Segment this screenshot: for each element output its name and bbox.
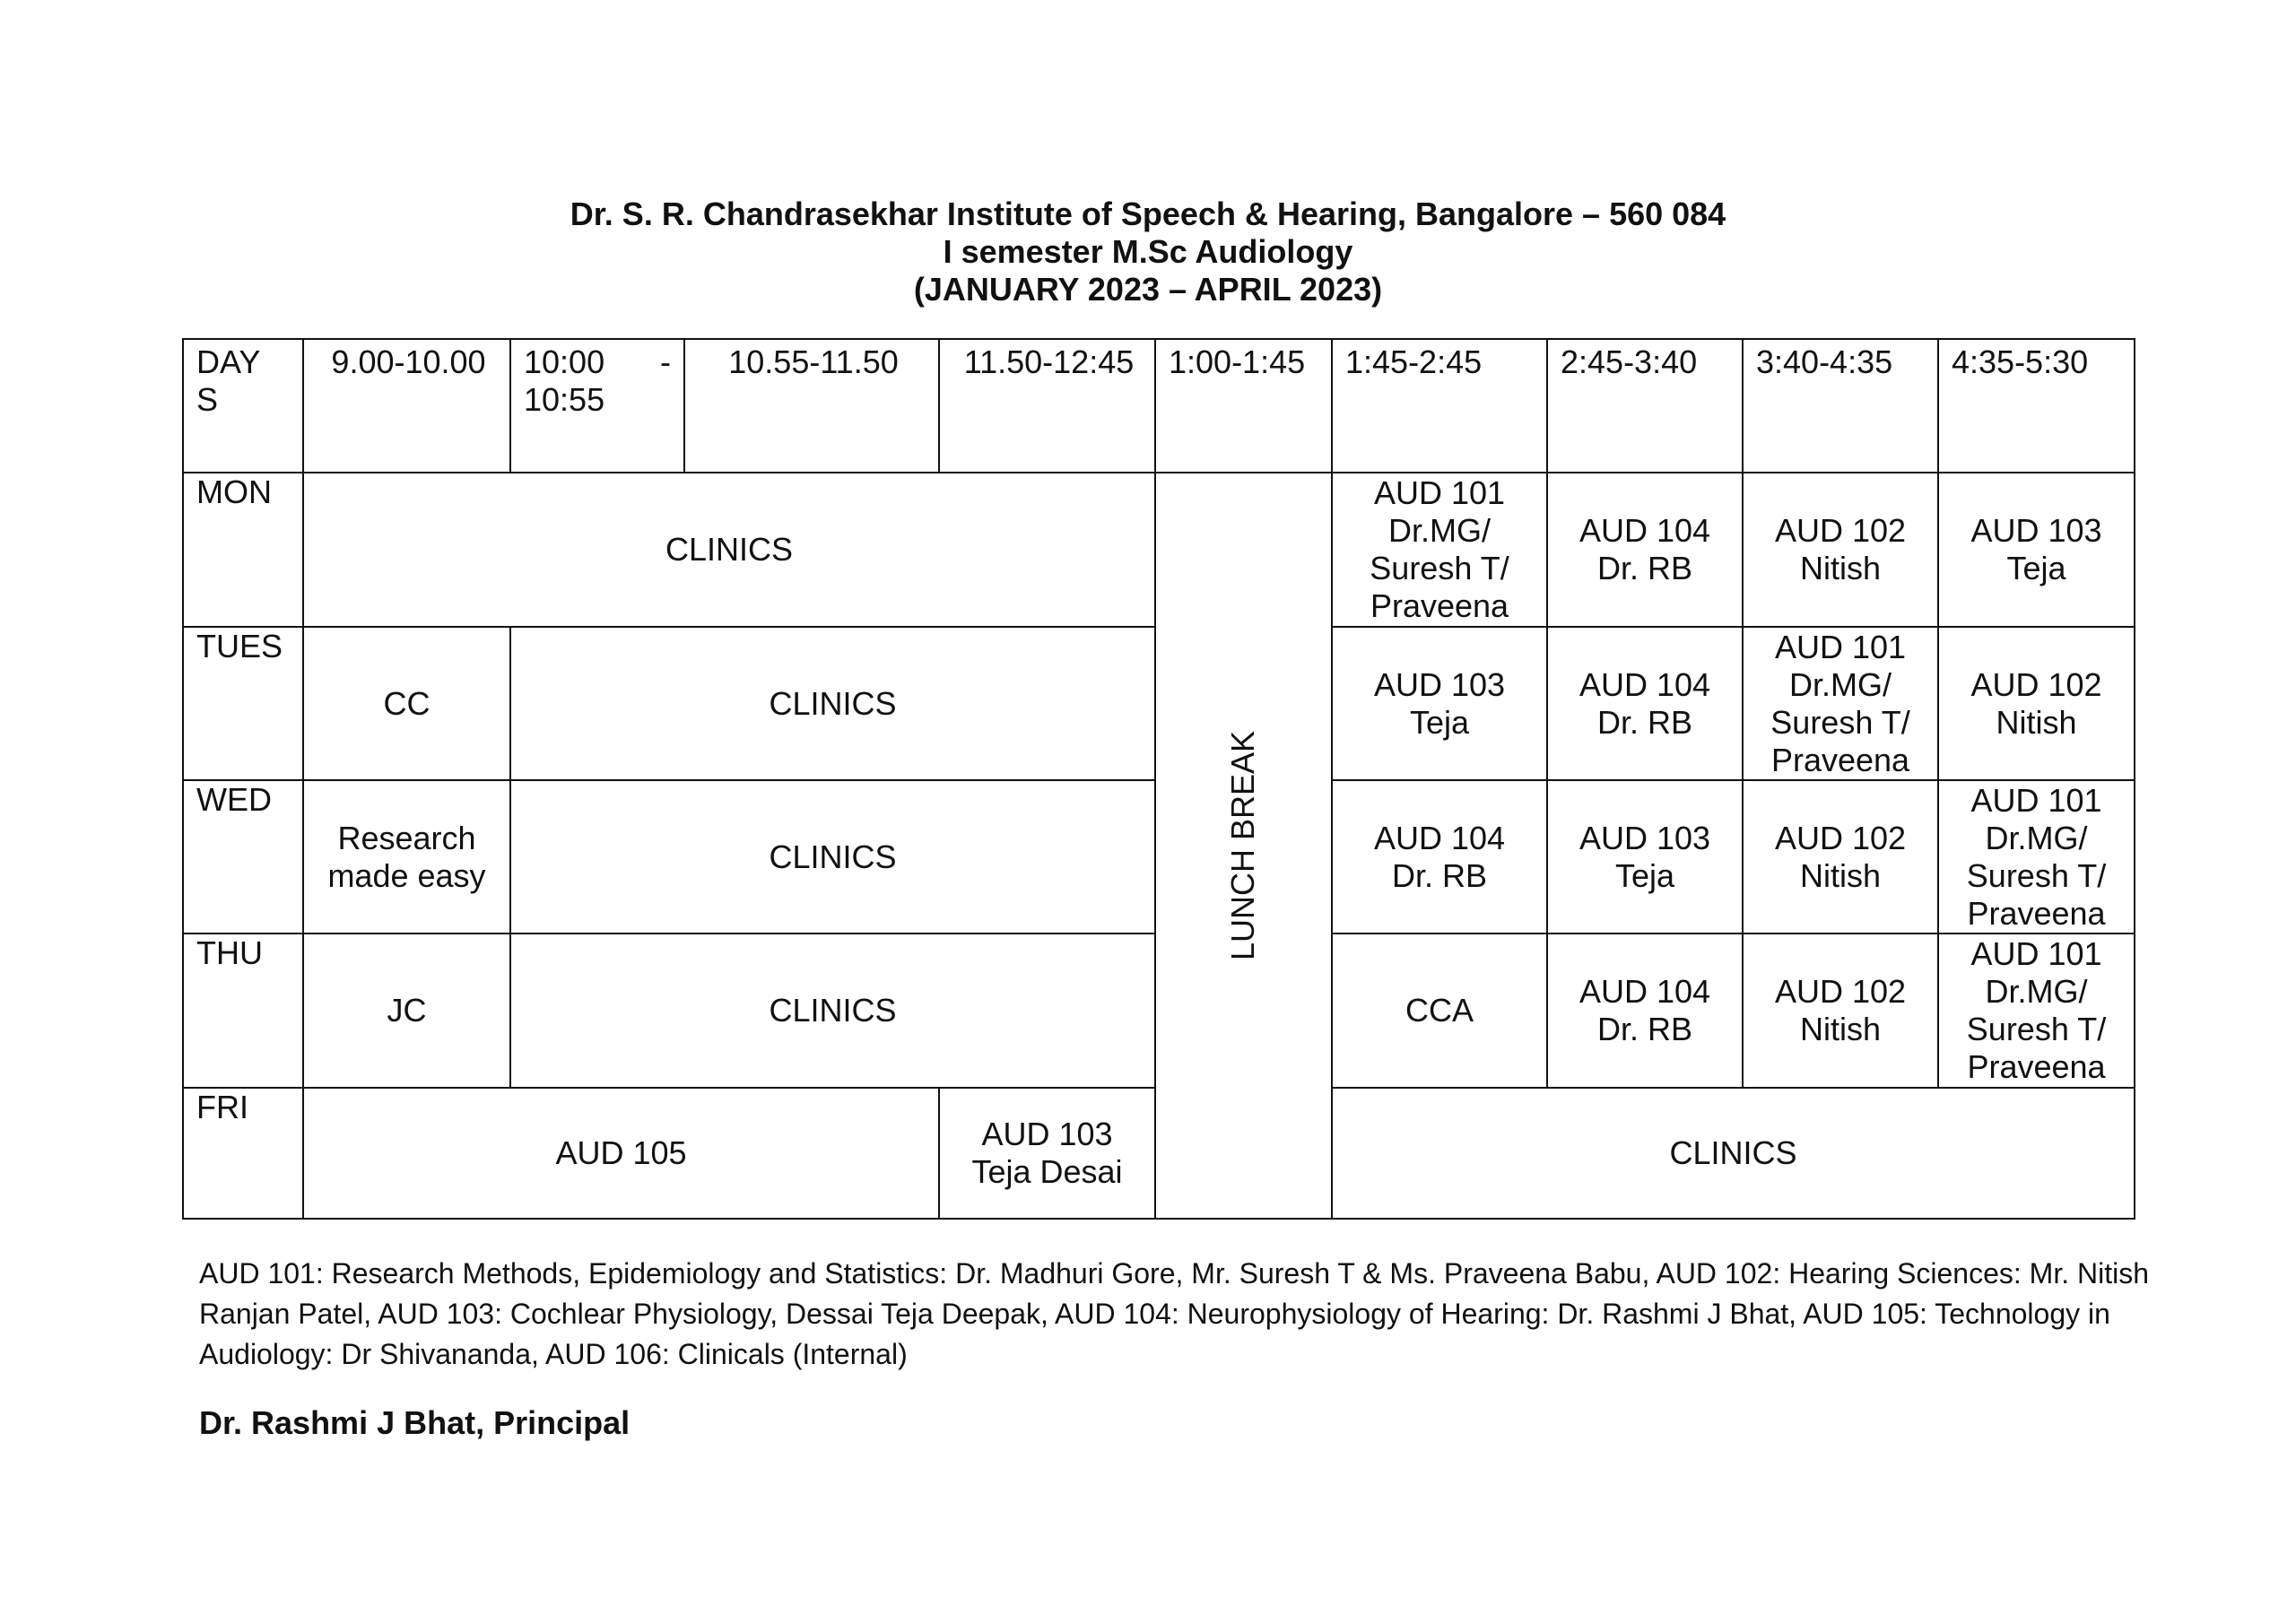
wed-clinics: CLINICS xyxy=(509,779,1154,933)
thu-slot-6: CCA xyxy=(1331,933,1546,1087)
fri-aud105: AUD 105 xyxy=(302,1087,938,1218)
tue-slot-8: AUD 101 Dr.MG/ Suresh T/ Praveena xyxy=(1742,626,1937,779)
institute-title: Dr. S. R. Chandrasekhar Institute of Speech & Hearing, Bangalore – 560 084 xyxy=(570,195,1726,232)
fri-clinics: CLINICS xyxy=(1331,1087,2134,1218)
thu-clinics: CLINICS xyxy=(509,933,1154,1087)
header-slot-6: 1:45-2:45 xyxy=(1331,338,1546,472)
header-slot-8: 3:40-4:35 xyxy=(1742,338,1937,472)
mon-slot-8: AUD 102 Nitish xyxy=(1742,472,1937,626)
tue-slot-1: CC xyxy=(302,626,509,779)
tue-clinics: CLINICS xyxy=(509,626,1154,779)
header-slot-9: 4:35-5:30 xyxy=(1937,338,2134,472)
wed-slot-6: AUD 104 Dr. RB xyxy=(1331,779,1546,933)
mon-clinics: CLINICS xyxy=(302,472,1154,626)
day-fri: FRI xyxy=(182,1087,302,1218)
tue-slot-9: AUD 102 Nitish xyxy=(1937,626,2134,779)
header-days: DAY S xyxy=(182,338,302,472)
program-title: I semester M.Sc Audiology xyxy=(943,233,1353,270)
header-slot-2: 10:00 - 10:55 xyxy=(509,338,683,472)
mon-slot-7: AUD 104 Dr. RB xyxy=(1546,472,1742,626)
thu-slot-1: JC xyxy=(302,933,509,1087)
wed-slot-9: AUD 101 Dr.MG/ Suresh T/ Praveena xyxy=(1937,779,2134,933)
term-dates: (JANUARY 2023 – APRIL 2023) xyxy=(913,271,1383,308)
mon-slot-9: AUD 103 Teja xyxy=(1937,472,2134,626)
header-slot-4: 11.50-12:45 xyxy=(938,338,1154,472)
day-wed: WED xyxy=(182,779,302,933)
wed-slot-1: Research made easy xyxy=(302,779,509,933)
principal-signature-line: Dr. Rashmi J Bhat, Principal xyxy=(199,1404,631,1441)
course-legend: AUD 101: Research Methods, Epidemiology and Statistics: Dr. Madhuri Gore, Mr. Suresh T & Ms. Praveena Babu, AUD 102: Hearing Sciences: Mr. Nitish Ranjan Patel, AUD 103: Cochlear Physiology, Dessai Teja Deepak, AUD 104: Neurophysiology of Hearing: Dr. Rashmi J Bhat, AUD 105: Technology in Audiology: Dr Shivananda, AUD 106: Clinicals (Internal) xyxy=(199,1257,2150,1370)
fri-slot-4: AUD 103 Teja Desai xyxy=(938,1087,1154,1218)
wed-slot-7: AUD 103 Teja xyxy=(1546,779,1742,933)
mon-slot-6: AUD 101 Dr.MG/ Suresh T/ Praveena xyxy=(1331,472,1546,626)
document-header xyxy=(0,195,2296,308)
lunch-break-cell xyxy=(1154,472,1331,1218)
wed-slot-8: AUD 102 Nitish xyxy=(1742,779,1937,933)
header-slot-7: 2:45-3:40 xyxy=(1546,338,1742,472)
thu-slot-8: AUD 102 Nitish xyxy=(1742,933,1937,1087)
day-tue: TUES xyxy=(182,626,302,779)
tue-slot-6: AUD 103 Teja xyxy=(1331,626,1546,779)
header-slot-1: 9.00-10.00 xyxy=(302,338,509,472)
day-thu: THU xyxy=(182,933,302,1087)
timetable xyxy=(182,338,2135,1220)
day-mon: MON xyxy=(182,472,302,626)
header-slot-3: 10.55-11.50 xyxy=(683,338,938,472)
header-slot-5: 1:00-1:45 xyxy=(1154,338,1331,472)
tue-slot-7: AUD 104 Dr. RB xyxy=(1546,626,1742,779)
thu-slot-9: AUD 101 Dr.MG/ Suresh T/ Praveena xyxy=(1937,933,2134,1087)
lunch-break-label: LUNCH BREAK xyxy=(1224,730,1262,961)
thu-slot-7: AUD 104 Dr. RB xyxy=(1546,933,1742,1087)
